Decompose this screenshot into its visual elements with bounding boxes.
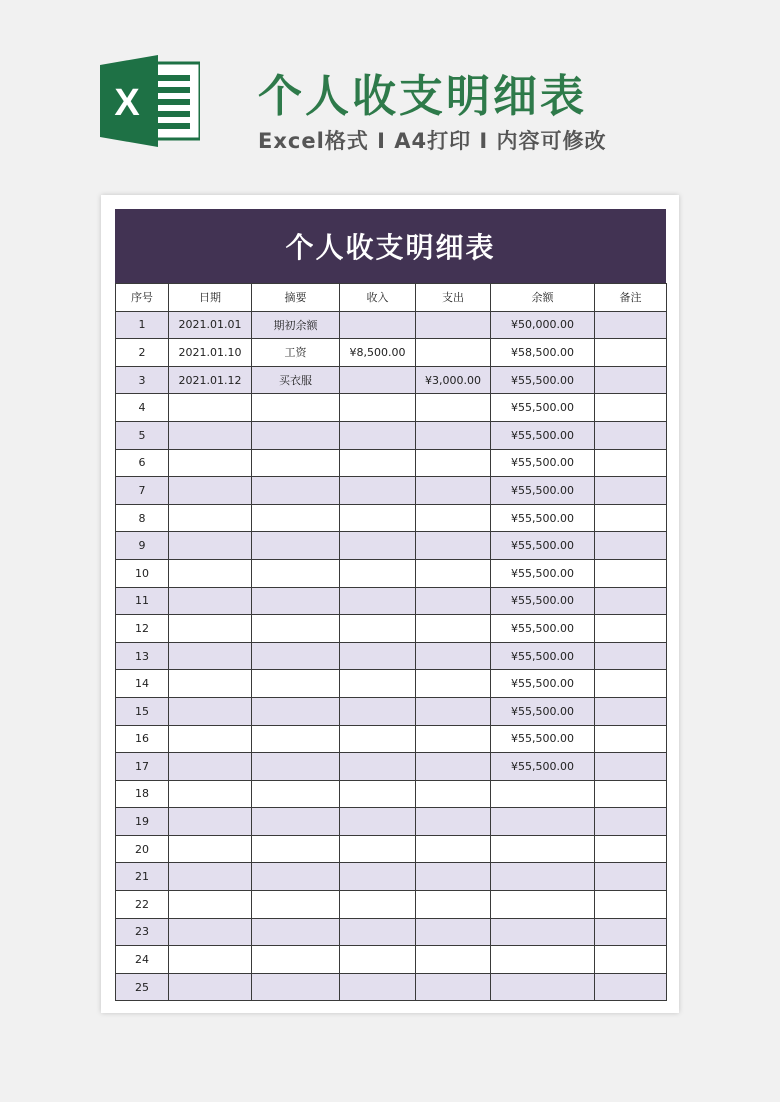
cell-balance: ¥58,500.00 <box>491 339 595 367</box>
cell-income <box>340 587 416 615</box>
cell-balance: ¥55,500.00 <box>491 449 595 477</box>
cell-expense <box>416 808 491 836</box>
cell-income: ¥8,500.00 <box>340 339 416 367</box>
cell-balance: ¥55,500.00 <box>491 615 595 643</box>
cell-balance: ¥55,500.00 <box>491 670 595 698</box>
cell-summary <box>252 477 340 505</box>
table-row <box>116 311 667 339</box>
cell-balance <box>491 918 595 946</box>
cell-income <box>340 642 416 670</box>
cell-notes <box>595 973 667 1001</box>
cell-summary <box>252 615 340 643</box>
cell-balance: ¥55,500.00 <box>491 477 595 505</box>
cell-date <box>169 449 252 477</box>
column-header-index: 序号 <box>116 284 169 312</box>
page-title: 个人收支明细表 <box>258 71 587 122</box>
cell-index: 9 <box>116 532 169 560</box>
table-header-row <box>116 284 667 312</box>
cell-notes <box>595 780 667 808</box>
cell-income <box>340 863 416 891</box>
cell-income <box>340 753 416 781</box>
cell-balance <box>491 891 595 919</box>
page-subtitle: Excel格式 I A4打印 I 内容可修改 <box>258 129 607 153</box>
table-row <box>116 642 667 670</box>
cell-balance: ¥55,500.00 <box>491 697 595 725</box>
cell-expense <box>416 946 491 974</box>
cell-date <box>169 559 252 587</box>
cell-expense <box>416 725 491 753</box>
table-row <box>116 891 667 919</box>
cell-income <box>340 449 416 477</box>
table-row <box>116 421 667 449</box>
cell-summary: 工资 <box>252 339 340 367</box>
header <box>0 0 780 195</box>
cell-expense <box>416 587 491 615</box>
cell-date <box>169 532 252 560</box>
cell-income <box>340 394 416 422</box>
cell-notes <box>595 449 667 477</box>
cell-summary <box>252 421 340 449</box>
cell-date <box>169 587 252 615</box>
table-row <box>116 449 667 477</box>
cell-notes <box>595 808 667 836</box>
cell-summary <box>252 697 340 725</box>
cell-index: 2 <box>116 339 169 367</box>
cell-summary <box>252 863 340 891</box>
table-row <box>116 835 667 863</box>
cell-index: 5 <box>116 421 169 449</box>
cell-balance: ¥55,500.00 <box>491 559 595 587</box>
cell-notes <box>595 504 667 532</box>
cell-date <box>169 780 252 808</box>
cell-expense <box>416 780 491 808</box>
cell-notes <box>595 421 667 449</box>
cell-income <box>340 946 416 974</box>
cell-index: 12 <box>116 615 169 643</box>
cell-date <box>169 891 252 919</box>
cell-notes <box>595 946 667 974</box>
cell-balance: ¥55,500.00 <box>491 366 595 394</box>
cell-balance <box>491 835 595 863</box>
table-row <box>116 753 667 781</box>
cell-balance: ¥55,500.00 <box>491 587 595 615</box>
cell-index: 8 <box>116 504 169 532</box>
cell-date <box>169 421 252 449</box>
cell-income <box>340 421 416 449</box>
cell-summary <box>252 449 340 477</box>
excel-icon <box>100 55 200 147</box>
cell-summary <box>252 808 340 836</box>
cell-notes <box>595 835 667 863</box>
table-row <box>116 394 667 422</box>
cell-notes <box>595 863 667 891</box>
cell-income <box>340 366 416 394</box>
cell-date <box>169 615 252 643</box>
cell-summary <box>252 973 340 1001</box>
cell-expense <box>416 532 491 560</box>
column-header-income: 收入 <box>340 284 416 312</box>
cell-income <box>340 808 416 836</box>
table-row <box>116 863 667 891</box>
cell-expense <box>416 477 491 505</box>
cell-income <box>340 670 416 698</box>
cell-index: 7 <box>116 477 169 505</box>
cell-income <box>340 311 416 339</box>
cell-expense <box>416 863 491 891</box>
cell-date <box>169 973 252 1001</box>
cell-expense <box>416 670 491 698</box>
cell-notes <box>595 559 667 587</box>
column-header-date: 日期 <box>169 284 252 312</box>
cell-expense <box>416 449 491 477</box>
ledger-table <box>115 283 667 1001</box>
cell-notes <box>595 615 667 643</box>
cell-index: 10 <box>116 559 169 587</box>
cell-balance <box>491 863 595 891</box>
cell-income <box>340 477 416 505</box>
cell-income <box>340 532 416 560</box>
cell-index: 1 <box>116 311 169 339</box>
cell-expense <box>416 559 491 587</box>
cell-summary: 买衣服 <box>252 366 340 394</box>
cell-expense <box>416 973 491 1001</box>
cell-index: 14 <box>116 670 169 698</box>
column-header-notes: 备注 <box>595 284 667 312</box>
cell-balance <box>491 808 595 836</box>
table-row <box>116 918 667 946</box>
table-row <box>116 725 667 753</box>
table-row <box>116 973 667 1001</box>
column-header-expense: 支出 <box>416 284 491 312</box>
cell-notes <box>595 918 667 946</box>
cell-summary <box>252 504 340 532</box>
cell-summary <box>252 753 340 781</box>
cell-income <box>340 835 416 863</box>
cell-notes <box>595 366 667 394</box>
cell-balance: ¥55,500.00 <box>491 421 595 449</box>
cell-index: 21 <box>116 863 169 891</box>
cell-balance: ¥55,500.00 <box>491 504 595 532</box>
cell-date <box>169 946 252 974</box>
table-row <box>116 339 667 367</box>
cell-summary <box>252 642 340 670</box>
column-header-summary: 摘要 <box>252 284 340 312</box>
cell-balance: ¥50,000.00 <box>491 311 595 339</box>
cell-expense <box>416 918 491 946</box>
cell-index: 4 <box>116 394 169 422</box>
cell-balance: ¥55,500.00 <box>491 394 595 422</box>
cell-notes <box>595 697 667 725</box>
table-row <box>116 670 667 698</box>
cell-notes <box>595 670 667 698</box>
cell-balance <box>491 946 595 974</box>
table-row <box>116 559 667 587</box>
cell-summary <box>252 946 340 974</box>
cell-date: 2021.01.01 <box>169 311 252 339</box>
table-row <box>116 697 667 725</box>
cell-expense <box>416 835 491 863</box>
cell-expense <box>416 891 491 919</box>
cell-summary <box>252 670 340 698</box>
logo-letter: X <box>114 82 140 124</box>
cell-index: 20 <box>116 835 169 863</box>
cell-index: 15 <box>116 697 169 725</box>
cell-index: 22 <box>116 891 169 919</box>
cell-income <box>340 780 416 808</box>
cell-summary <box>252 394 340 422</box>
cell-index: 17 <box>116 753 169 781</box>
cell-summary <box>252 780 340 808</box>
cell-expense <box>416 753 491 781</box>
cell-balance: ¥55,500.00 <box>491 753 595 781</box>
cell-notes <box>595 725 667 753</box>
cell-balance: ¥55,500.00 <box>491 725 595 753</box>
cell-income <box>340 697 416 725</box>
cell-income <box>340 725 416 753</box>
cell-index: 23 <box>116 918 169 946</box>
cell-expense <box>416 311 491 339</box>
cell-summary <box>252 835 340 863</box>
cell-date <box>169 725 252 753</box>
column-header-balance: 余额 <box>491 284 595 312</box>
cell-index: 24 <box>116 946 169 974</box>
table-row <box>116 946 667 974</box>
cell-notes <box>595 587 667 615</box>
spreadsheet-preview <box>101 195 679 1013</box>
cell-income <box>340 559 416 587</box>
cell-income <box>340 918 416 946</box>
table-row <box>116 504 667 532</box>
sheet-banner-title: 个人收支明细表 <box>115 209 666 283</box>
cell-notes <box>595 394 667 422</box>
cell-balance: ¥55,500.00 <box>491 532 595 560</box>
cell-income <box>340 973 416 1001</box>
cell-summary <box>252 532 340 560</box>
cell-date <box>169 863 252 891</box>
table-row <box>116 780 667 808</box>
cell-expense <box>416 504 491 532</box>
cell-balance <box>491 973 595 1001</box>
table-row <box>116 477 667 505</box>
cell-income <box>340 891 416 919</box>
cell-summary <box>252 725 340 753</box>
table-row <box>116 532 667 560</box>
cell-expense <box>416 421 491 449</box>
cell-summary <box>252 559 340 587</box>
cell-expense <box>416 394 491 422</box>
cell-expense: ¥3,000.00 <box>416 366 491 394</box>
cell-date <box>169 504 252 532</box>
table-body <box>116 311 667 1001</box>
cell-notes <box>595 311 667 339</box>
cell-income <box>340 615 416 643</box>
cell-index: 19 <box>116 808 169 836</box>
cell-index: 11 <box>116 587 169 615</box>
cell-balance <box>491 780 595 808</box>
cell-expense <box>416 697 491 725</box>
cell-summary <box>252 918 340 946</box>
cell-index: 18 <box>116 780 169 808</box>
cell-date <box>169 477 252 505</box>
cell-date <box>169 808 252 836</box>
cell-expense <box>416 615 491 643</box>
table-row <box>116 615 667 643</box>
cell-notes <box>595 891 667 919</box>
cell-notes <box>595 477 667 505</box>
cell-summary <box>252 891 340 919</box>
cell-expense <box>416 642 491 670</box>
cell-date <box>169 918 252 946</box>
table-row <box>116 587 667 615</box>
cell-income <box>340 504 416 532</box>
cell-summary <box>252 587 340 615</box>
table-row <box>116 808 667 836</box>
cell-date <box>169 394 252 422</box>
cell-notes <box>595 753 667 781</box>
cell-date <box>169 753 252 781</box>
cell-date <box>169 670 252 698</box>
cell-date: 2021.01.10 <box>169 339 252 367</box>
cell-notes <box>595 339 667 367</box>
cell-notes <box>595 532 667 560</box>
cell-date: 2021.01.12 <box>169 366 252 394</box>
cell-summary: 期初余额 <box>252 311 340 339</box>
cell-date <box>169 697 252 725</box>
cell-index: 25 <box>116 973 169 1001</box>
cell-balance: ¥55,500.00 <box>491 642 595 670</box>
cell-index: 6 <box>116 449 169 477</box>
cell-expense <box>416 339 491 367</box>
cell-date <box>169 835 252 863</box>
table-row <box>116 366 667 394</box>
cell-date <box>169 642 252 670</box>
cell-notes <box>595 642 667 670</box>
cell-index: 3 <box>116 366 169 394</box>
cell-index: 16 <box>116 725 169 753</box>
cell-index: 13 <box>116 642 169 670</box>
